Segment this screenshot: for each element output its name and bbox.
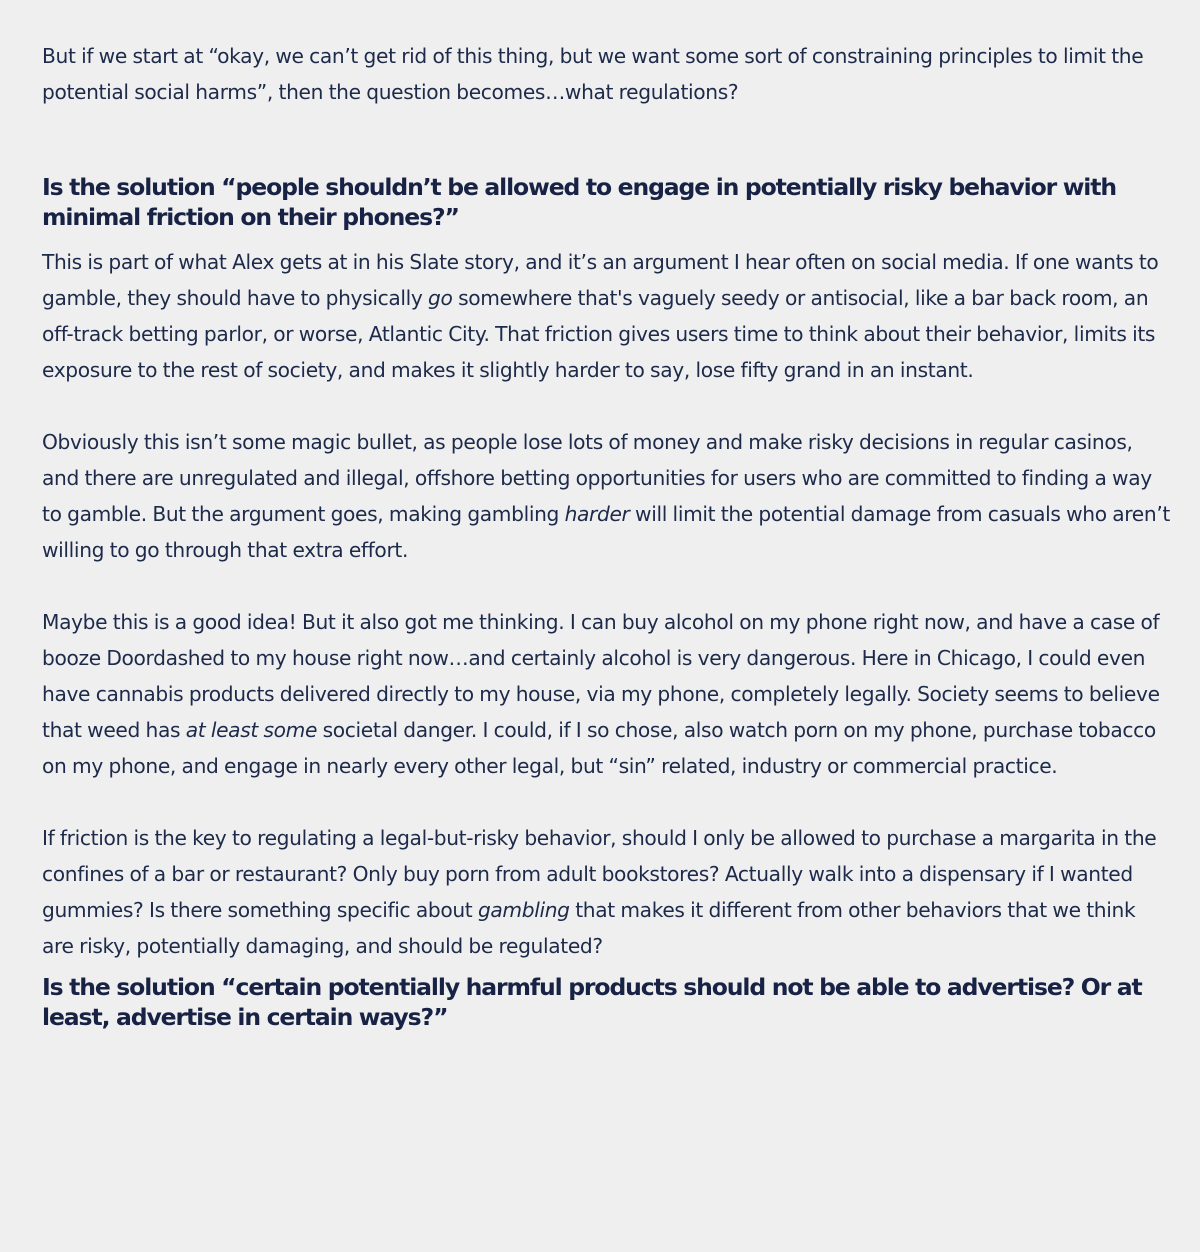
emphasis-text: at least some [185, 718, 318, 742]
paragraph-alcohol-cannabis [42, 604, 1172, 784]
emphasis-text: gambling [477, 898, 570, 922]
paragraph-text: If friction is the key to regulating a legal-but-risky behavior, should I only be allowed to purchase a margarita in the confines of a bar or restaurant? Only buy porn from adult bookstores? Actually walk into a dispensary if I wanted gummies? Is there something specific about [42, 826, 1157, 922]
paragraph-magic-bullet [42, 424, 1172, 568]
paragraph-text: This is part of what Alex gets at in his Slate story, and it’s an argument I hear often on social media. If one wants to gamble, they should have to physically [42, 250, 1159, 310]
section-heading-advertising: Is the solution “certain potentially harmful products should not be able to advertise? Or at least, advertise in certain ways?” [42, 973, 1142, 1031]
paragraph-text: societal danger. I could, if I so chose, also watch porn on my phone, purchase tobacco on my phone, and engage in nearly every other legal, but “sin” related, industry or commercial practice. [42, 718, 1156, 778]
paragraph-friction-key [42, 820, 1172, 964]
intro-paragraph: But if we start at “okay, we can’t get rid of this thing, but we want some sort of constraining principles to limit the potential social harms”, then the question becomes…what regulations? [42, 44, 1144, 104]
paragraph-text: Maybe this is a good idea! But it also got me thinking. I can buy alcohol on my phone right now, and have a case of booze Doordashed to my house right now…and certainly alcohol is very dangerous. Here in Chicago, I could even have cannabis products delivered directly to my house, via my phone, completely legally. Society seems to believe that weed has [42, 610, 1160, 742]
paragraph-text: that makes it different from other behaviors that we think are risky, potentially damaging, and should be regulated? [42, 898, 1136, 958]
emphasis-text: go [428, 286, 453, 310]
paragraph-text: somewhere that's vaguely seedy or antisocial, like a bar back room, an off-track betting parlor, or worse, Atlantic City. That friction gives users time to think about their behavior, limits its exposure to the rest of society, and makes it slightly harder to say, lose fifty grand in an instant. [42, 286, 1156, 382]
paragraph-text: will limit the potential damage from casuals who aren’t willing to go through that extra effort. [42, 502, 1170, 562]
paragraph-text: Obviously this isn’t some magic bullet, as people lose lots of money and make risky decisions in regular casinos, and there are unregulated and illegal, offshore betting opportunities for users who are committed to finding a way to gamble. But the argument goes, making gambling [42, 430, 1152, 526]
emphasis-text: harder [564, 502, 630, 526]
section-heading-friction: Is the solution “people shouldn’t be allowed to engage in potentially risky behavior with minimal friction on their phones?” [42, 173, 1117, 231]
paragraph-slate-story [42, 244, 1172, 388]
